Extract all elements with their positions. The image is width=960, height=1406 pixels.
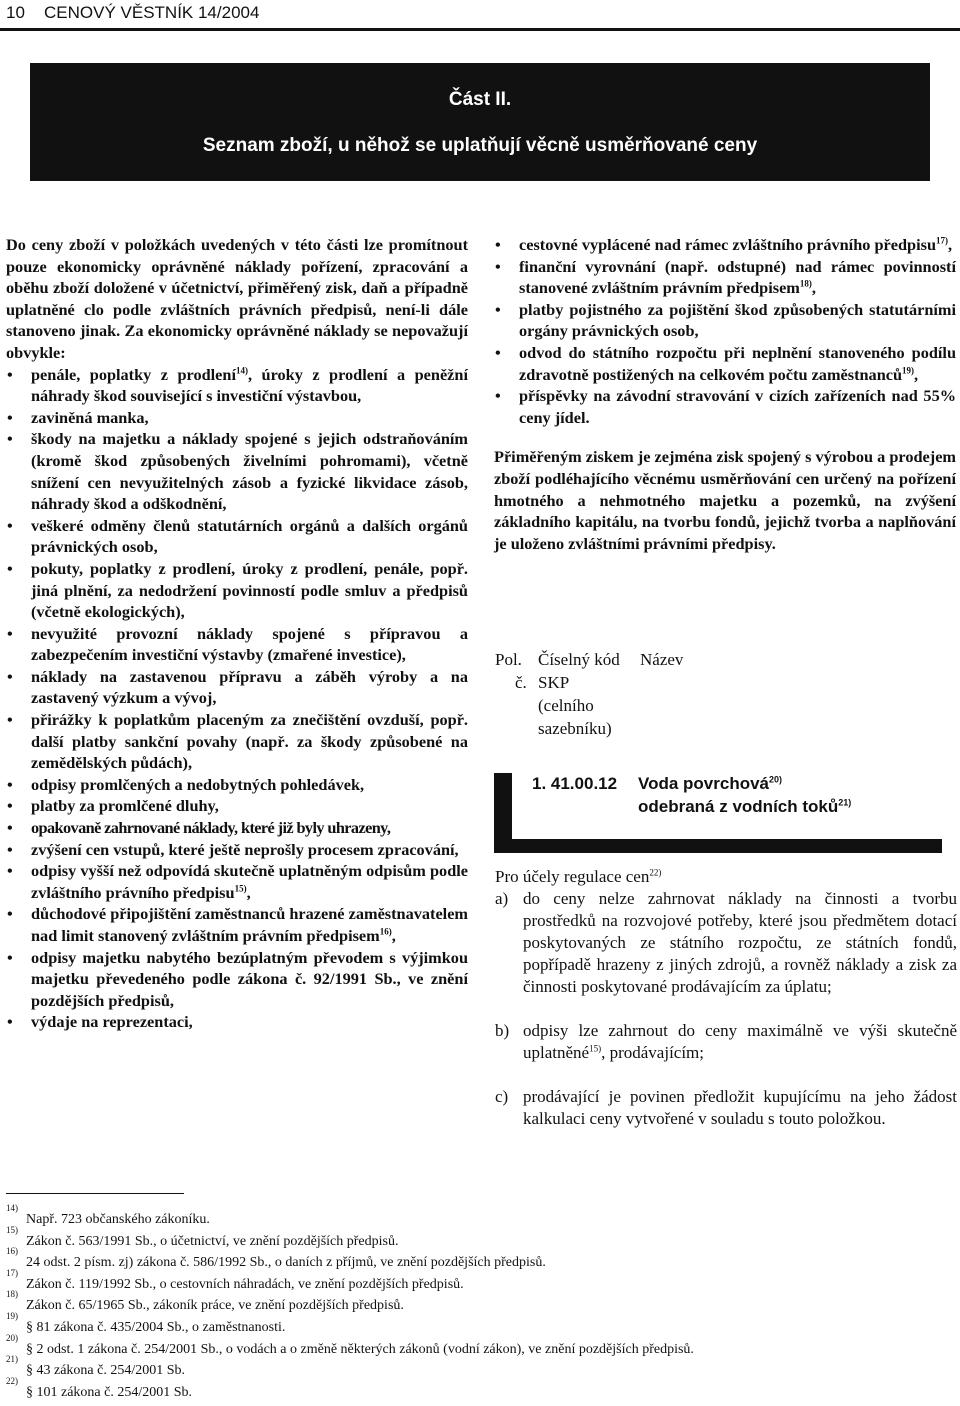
list-item: • odvod do státního rozpočtu při neplnění stanoveného podílu zdravotně postižených na celkovém počtu zaměstnanců$^{19)}$, [494,342,956,385]
list-item: • zvýšení cen vstupů, které ještě neprošly procesem zpracování, [6,839,468,861]
list-item: • důchodové připojištění zaměstnanců hrazené zaměstnavatelem nad limit stanovený zvláštním právním předpisem$^{16)}$, [6,903,468,946]
list-item: • odpisy vyšší než odpovídá skutečně uplatněným odpisům podle zvláštního právního předpisu$^{15)}$, [6,860,468,903]
right-column [494,234,956,554]
list-item: • platby pojistného za pojištění škod způsobených statutárními orgány právnických osob, [494,299,956,342]
list-item: • finanční vyrovnání (např. odstupné) nad rámec povinností stanovené zvláštním právním předpisem$^{18)}$, [494,256,956,299]
footnote-ref: 14) [235,365,248,376]
list-item: • odpisy majetku nabytého bezúplatným převodem s výjimkou majetku převedeného podle zákona č. 92/1991 Sb., ve znění pozdějších předpisů, [6,947,468,1012]
list-item: • cestovné vyplácené nad rámec zvláštního právního předpisu$^{17)}$, [494,234,956,256]
column-header-code: Číselný kód SKP (celního sazebníku) [538,650,620,738]
footnote-ref: 18) [799,278,812,289]
footnotes [6,1203,956,1400]
conditions-intro: Pro účely regulace cen$^{22)}$ [495,867,662,886]
item-name-line1: Voda povrchová$^{20)}$ [638,774,783,793]
list-item: • opakovaně zahrnované náklady, které již byly uhrazeny, [6,817,468,839]
footnote-ref: 21) [838,797,852,808]
journal-title: CENOVÝ VĚSTNÍK 14/2004 [44,3,260,22]
intro-paragraph: Do ceny zboží v položkách uvedených v této části lze promítnout pouze ekonomicky oprávněné náklady pořízení, zpracování a oběhu zboží doložené v účetnictví, přiměřený zisk, daň a případně uplatněné clo podle zvláštních právních předpisů, není-li dále stanoveno jinak. Za ekonomicky oprávněné náklady se nepovažují obvykle: [6,235,468,362]
footnote: 21) § 43 zákona č. 254/2001 Sb. [6,1354,186,1379]
list-item: • přirážky k poplatkům placeným za znečištění ovzduší, popř. další platby sankční povahy (např. za škody způsobené na zemědělských půdách), [6,709,468,774]
footnote: 14) Např. 723 občanského zákoníku. [6,1203,210,1227]
footnote-ref: 19) [902,365,915,376]
column-header-name: Název [640,650,684,669]
footnote: 18) Zákon č. 65/1965 Sb., zákoník práce, ve znění pozdějších předpisů. [6,1289,404,1314]
list-item: • penále, poplatky z prodlení$^{14)}$, úroky z prodlení a peněžní náhrady škod související s investiční výstavbou, [6,364,468,407]
list-item: • odpisy promlčených a nedobytných pohledávek, [6,774,468,796]
section-subtitle: Seznam zboží, u něhož se uplatňují věcně usměrňované ceny [202,135,758,156]
list-item: • platby za promlčené dluhy, [6,795,468,817]
footnote: 20) § 2 odst. 1 zákona č. 254/2001 Sb., o vodách a o změně některých zákonů (vodní zákon), ve znění pozdějších předpisů. [6,1332,694,1357]
condition-item: a) do ceny nelze zahrnovat náklady na činnosti a tvorbu prostředků na rozvojové potřeby, které jsou předmětem dotací poskytovaných ze státního rozpočtu, ze státních fondů, popřípadě hrazeny z jiných zdrojů, a rovněž náklady a zisk za činnosti poskytované prodávajícím za úplatu; [495,889,957,996]
list-item: • veškeré odměny členů statutárních orgánů a dalších orgánů právnických osob, [6,515,468,558]
footnote-ref: 22) [649,867,662,878]
left-column [6,234,468,1033]
list-item: • pokuty, poplatky z prodlení, úroky z prodlení, penále, popř. jiná plnění, za nedodržení povinností podle smluv a předpisů (včetně ekologických), [6,558,468,623]
column-header-pol: Pol. č. [495,650,527,692]
page-number: 10 [6,3,25,22]
condition-item: b) odpisy lze zahrnout do ceny maximálně ve výši skutečně uplatněné$^{15)}$, prodávajícím; [495,1021,957,1062]
footnote: 22) § 101 zákona č. 254/2001 Sb. [6,1375,193,1400]
list-item: • náklady na zastavenou přípravu a záběh výroby a na zastavený výzkum a vývoj, [6,666,468,709]
regulation-conditions [495,866,957,1130]
list-item: • příspěvky na závodní stravování v cizích zařízeních nad 55% ceny jídel. [494,385,956,428]
footnote-ref: 15) [234,883,247,894]
item-box [512,767,952,839]
footnote: 15) Zákon č. 563/1991 Sb., o účetnictví, ve znění pozdějších předpisů. [6,1224,399,1249]
footnote-rule [6,1193,184,1194]
item-name-line2: odebraná z vodních toků$^{21)}$ [638,797,852,816]
footnote: 17) Zákon č. 119/1992 Sb., o cestovních náhradách, ve znění pozdějších předpisů. [6,1267,464,1292]
excluded-costs-list [6,364,468,1033]
item-code: 1. 41.00.12 [532,774,618,793]
list-item: • výdaje na reprezentaci, [6,1011,468,1033]
part-title: Část II. [448,89,512,110]
excluded-costs-list-continued [494,234,956,428]
list-item: • nevyužité provozní náklady spojené s přípravou a zabezpečením investiční výstavby (zmařené investice), [6,623,468,666]
header-rule [0,28,960,31]
footnote-ref: 15) [589,1043,602,1054]
footnote: 19) § 81 zákona č. 435/2004 Sb., o zaměstnanosti. [6,1310,286,1335]
section-banner [30,63,930,181]
list-item: • zaviněná manka, [6,407,468,429]
footnote-ref: 16) [379,926,392,937]
footnote: 16) 24 odst. 2 písm. zj) zákona č. 586/1992 Sb., o daních z příjmů, ve znění pozdějších předpisů. [6,1246,546,1271]
condition-item: c) prodávající je povinen předložit kupujícímu na jeho žádost kalkulaci ceny vytvořené v souladu s touto položkou. [495,1087,957,1128]
footnote-ref: 20) [769,774,783,785]
footnote-ref: 17) [936,235,948,246]
profit-paragraph: Přiměřeným ziskem je zejména zisk spojený s výrobou a prodejem zboží podléhajícího věcnému usměrňování cen určený na pořízení hmotného a nehmotného majetku a pozemků, na zvýšení základního kapitálu, na tvorbu fondů, jejichž tvorba a naplňování je uloženo zvláštními právními předpisy. [494,447,956,553]
page-header [0,0,960,32]
list-item: • škody na majetku a náklady spojené s jejich odstraňováním (kromě škod způsobených živelními pohromami), včetně snížení cen nevyužitelných zásob a fyzické likvidace zásob, náhrady škod a odškodnění, [6,428,468,514]
